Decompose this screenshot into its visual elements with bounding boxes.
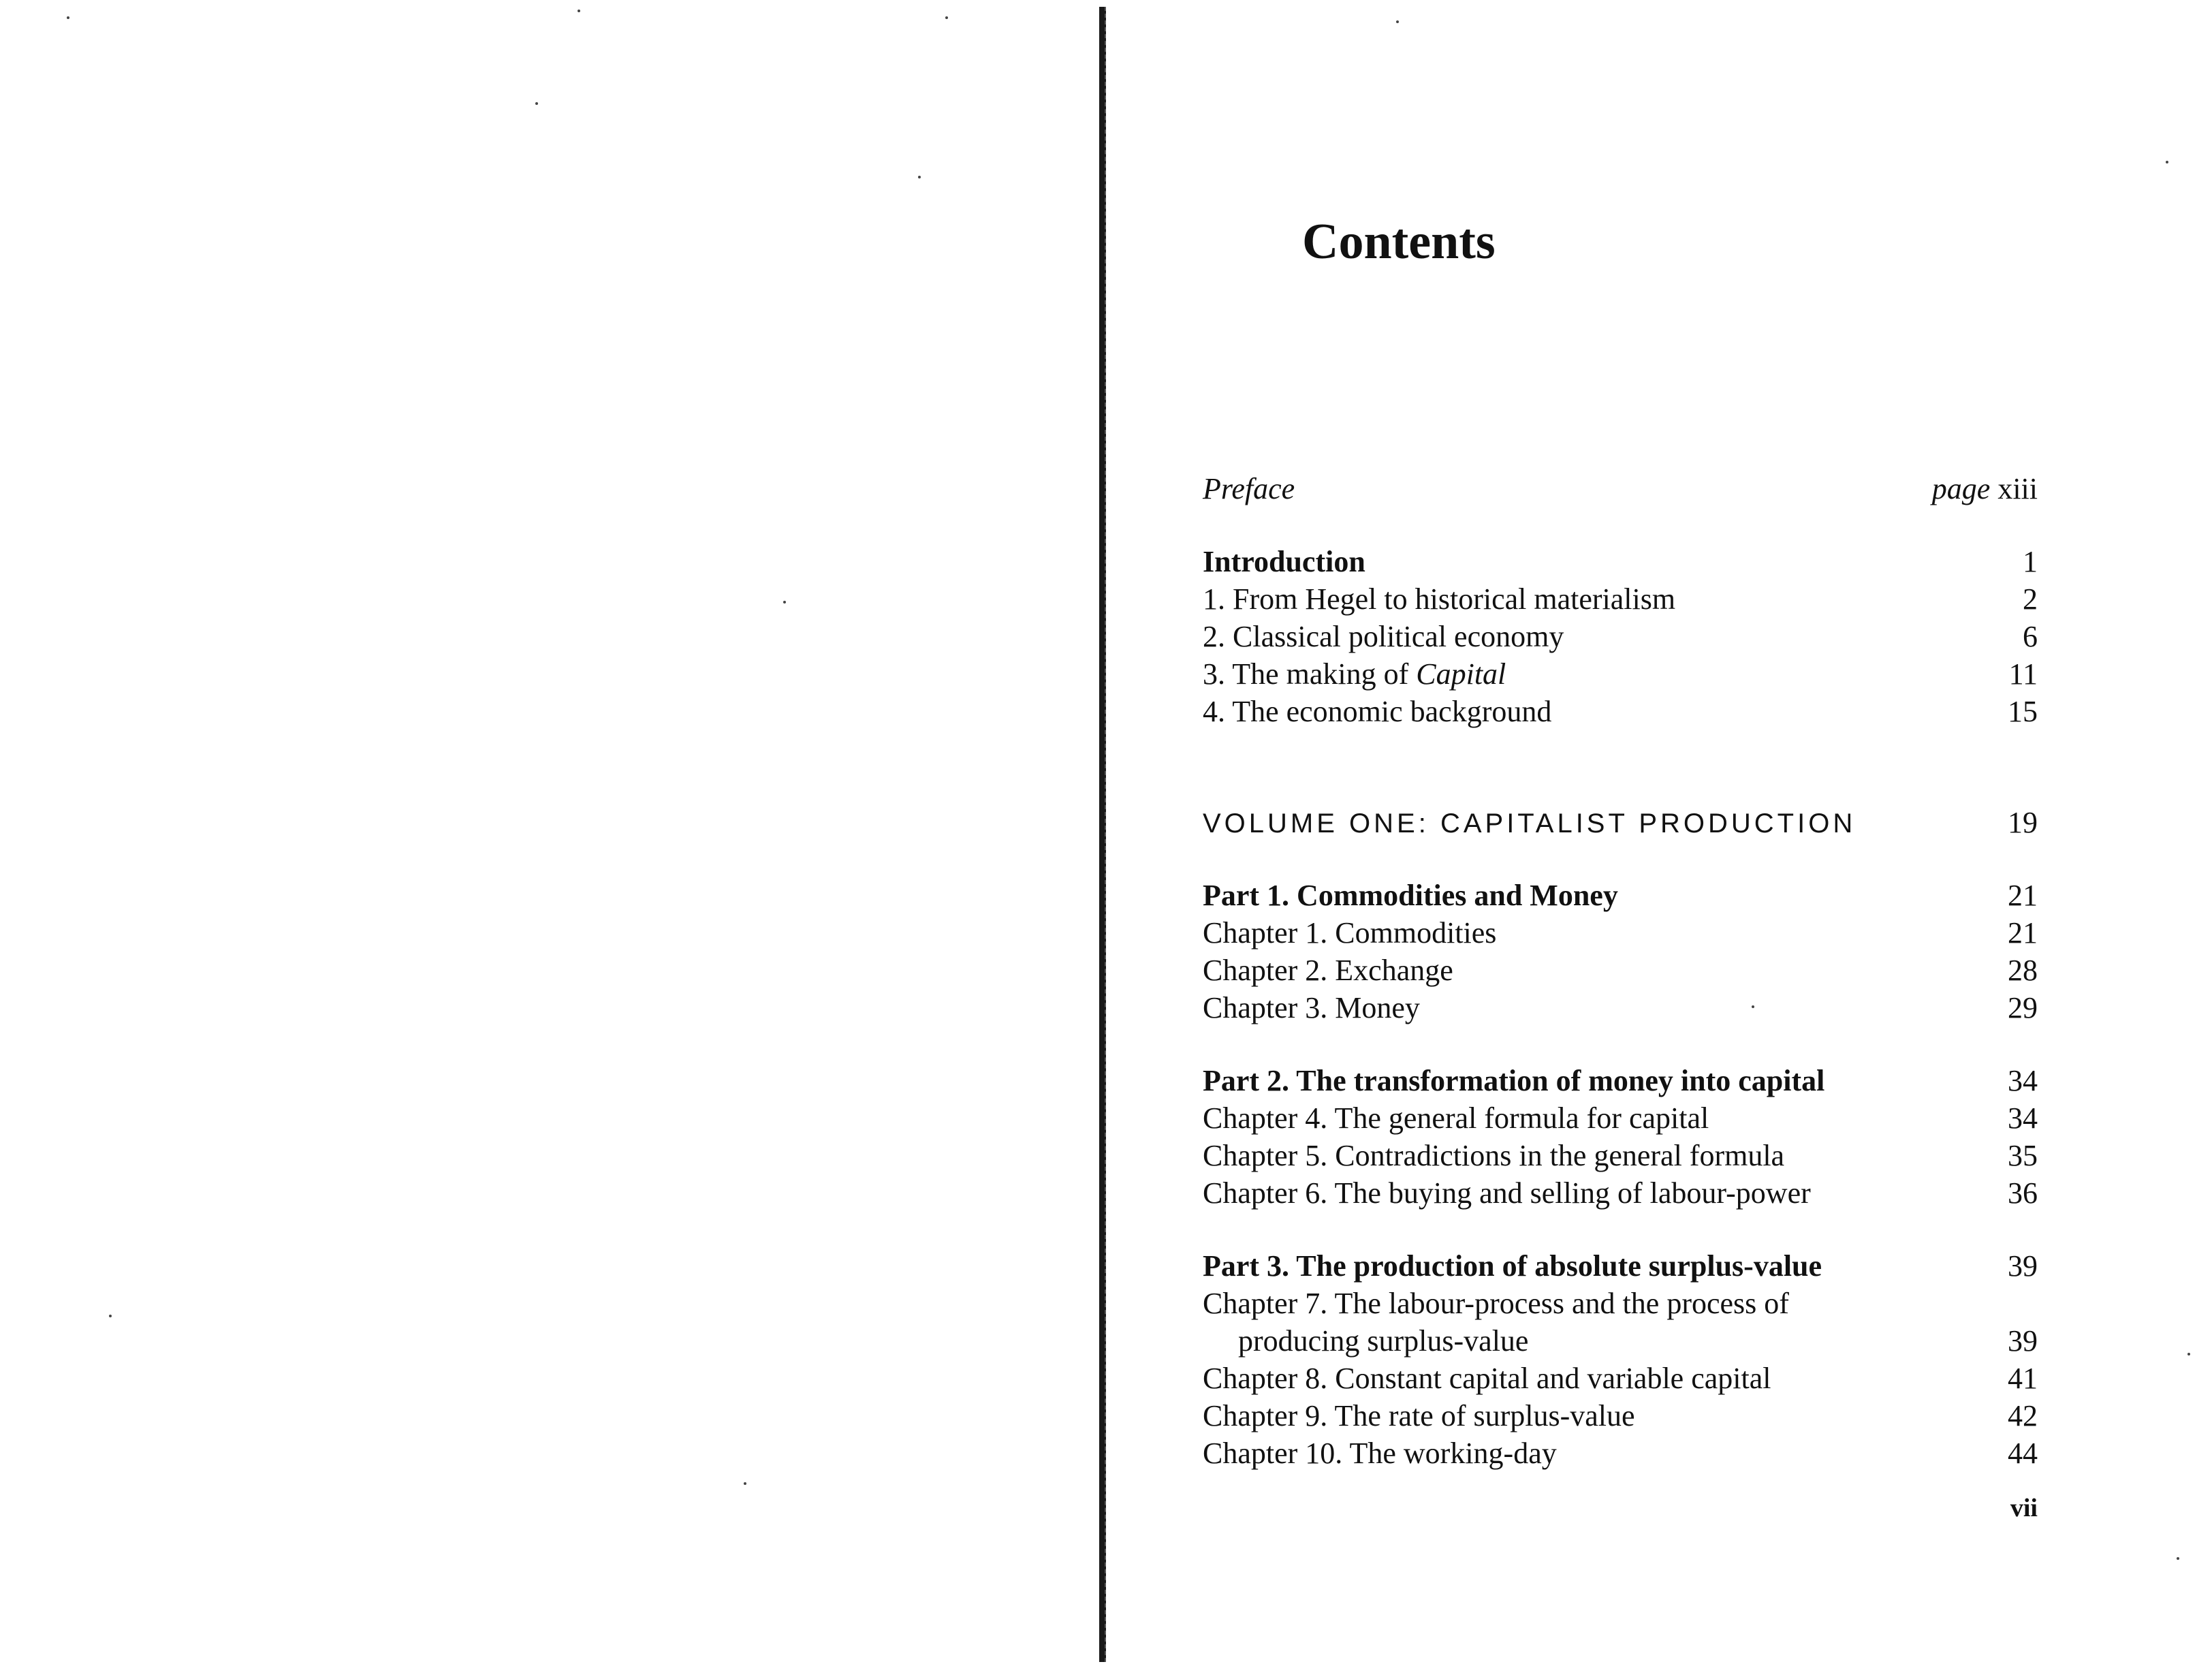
toc-entry-page: 21 [2008, 879, 2038, 912]
toc-entry-page: 29 [2008, 991, 2038, 1024]
page-title: Contents [1302, 214, 1496, 270]
left-page-speck [945, 16, 948, 19]
toc-entry [1203, 1397, 2038, 1435]
toc-entry-label: Chapter 1. Commodities [1203, 916, 1497, 950]
toc-entry-page: 39 [2008, 1324, 2038, 1358]
toc-entry-page: 36 [2008, 1176, 2038, 1210]
toc-entry-label: Part 3. The production of absolute surplus-value [1203, 1249, 1822, 1283]
toc-entry-label: Chapter 4. The general formula for capital [1203, 1101, 1709, 1135]
table-of-contents [1203, 470, 2038, 1472]
toc-volume-heading [1203, 804, 2038, 841]
toc-entry-label: 2. Classical political economy [1203, 620, 1564, 653]
toc-entry [1203, 1137, 2038, 1174]
toc-entry-page [1932, 470, 2038, 507]
toc-entry-page: 41 [2008, 1362, 2038, 1395]
book-gutter [1099, 7, 1106, 1662]
toc-entry-page: 34 [2008, 1064, 2038, 1097]
toc-entry [1203, 989, 2038, 1026]
toc-entry-label: VOLUME ONE: CAPITALIST PRODUCTION [1203, 809, 1856, 838]
toc-entry [1203, 1099, 2038, 1137]
toc-entry-page: 44 [2008, 1437, 2038, 1470]
left-page-speck [535, 102, 538, 105]
toc-entry-page: 1 [2023, 545, 2038, 578]
toc-entry-page: 34 [2008, 1101, 2038, 1135]
toc-entry [1203, 1322, 2038, 1360]
toc-entry-page: 35 [2008, 1139, 2038, 1172]
toc-entry [1203, 655, 2038, 693]
toc-entry [1203, 580, 2038, 618]
toc-entry [1203, 914, 2038, 952]
left-page-speck [67, 16, 69, 19]
right-page-speck [2187, 1353, 2190, 1355]
toc-entry-label: Chapter 9. The rate of surplus-value [1203, 1399, 1635, 1432]
toc-entry-page: 6 [2023, 620, 2038, 653]
toc-entry-label: Part 2. The transformation of money into capital [1203, 1064, 1825, 1097]
toc-entry-page: 2 [2023, 582, 2038, 616]
left-page-speck [783, 601, 786, 604]
toc-entry [1203, 1247, 2038, 1285]
toc-entry [1203, 1435, 2038, 1472]
toc-entry-page: 19 [2008, 806, 2038, 839]
page-prefix: page [1931, 472, 1991, 505]
toc-entry-label: producing surplus-value [1238, 1324, 1529, 1358]
toc-entry-label [1203, 655, 1506, 693]
left-page-speck [744, 1482, 746, 1485]
right-page-speck [1396, 20, 1399, 23]
toc-entry [1203, 470, 2038, 507]
label-italic-title: Capital [1416, 657, 1506, 691]
toc-entry-page: 42 [2008, 1399, 2038, 1432]
toc-entry [1203, 1360, 2038, 1397]
toc-entry [1203, 1285, 2038, 1322]
toc-entry-page: 28 [2008, 954, 2038, 987]
toc-entry [1203, 618, 2038, 655]
left-page-speck [109, 1315, 112, 1317]
toc-entry-page: 39 [2008, 1249, 2038, 1283]
left-page-speck [578, 10, 580, 12]
toc-entry-label: 4. The economic background [1203, 695, 1552, 728]
label-text: 3. The making of [1203, 657, 1417, 691]
right-page-speck [2177, 1557, 2179, 1560]
left-page-speck [918, 176, 921, 178]
toc-entry-page: 21 [2008, 916, 2038, 950]
toc-entry-label: Preface [1203, 472, 1295, 505]
toc-entry-label: Part 1. Commodities and Money [1203, 879, 1618, 912]
toc-entry [1203, 1062, 2038, 1099]
toc-entry [1203, 693, 2038, 730]
toc-entry-label: Chapter 8. Constant capital and variable capital [1203, 1362, 1771, 1395]
toc-entry [1203, 1174, 2038, 1212]
toc-entry-label: Chapter 6. The buying and selling of labour-power [1203, 1176, 1811, 1210]
toc-entry [1203, 543, 2038, 580]
toc-entry [1203, 877, 2038, 914]
toc-entry-page: 15 [2008, 695, 2038, 728]
toc-entry-page: 11 [2008, 657, 2038, 691]
page-number-folio: vii [2010, 1494, 2038, 1522]
toc-entry-label: Chapter 3. Money [1203, 991, 1420, 1024]
toc-entry-label: Chapter 10. The working-day [1203, 1437, 1557, 1470]
toc-entry-label: Introduction [1203, 545, 1365, 578]
toc-entry [1203, 952, 2038, 989]
toc-entry-label: Chapter 2. Exchange [1203, 954, 1453, 987]
page-number: xiii [1997, 472, 2038, 505]
right-page-speck [2166, 161, 2168, 163]
toc-entry-label: Chapter 5. Contradictions in the general formula [1203, 1139, 1785, 1172]
toc-entry-label: Chapter 7. The labour-process and the process of [1203, 1287, 1789, 1320]
toc-entry-label: 1. From Hegel to historical materialism [1203, 582, 1676, 616]
